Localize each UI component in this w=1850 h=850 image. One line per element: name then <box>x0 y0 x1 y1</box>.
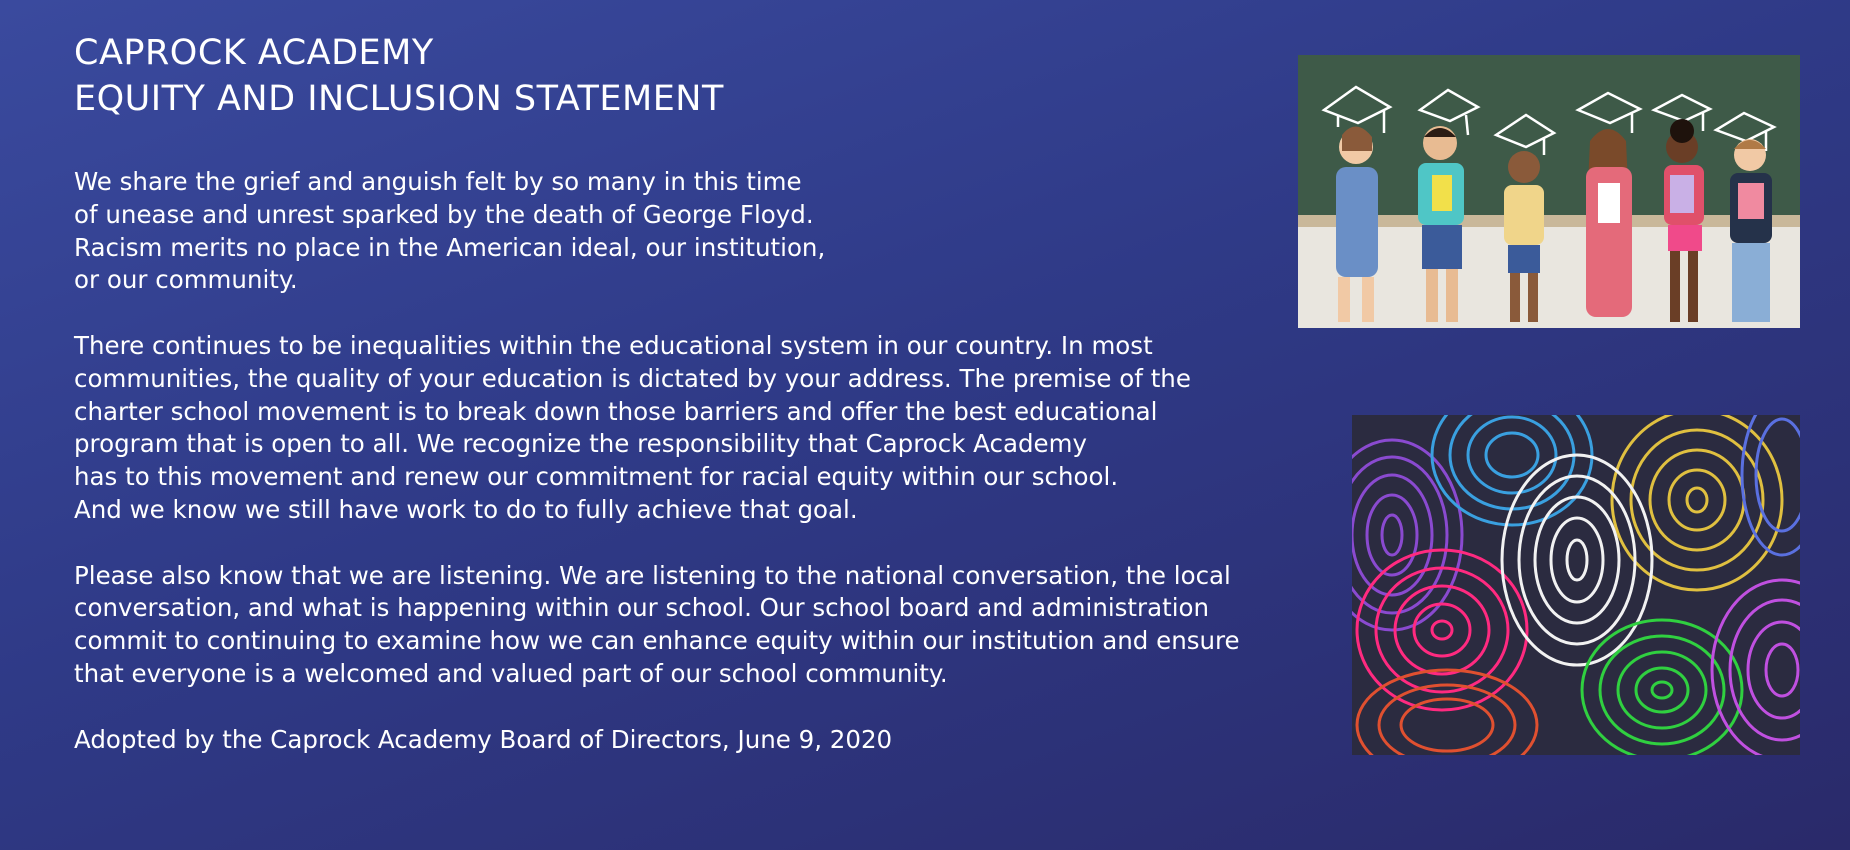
paragraph-grief <box>74 166 1344 297</box>
text-line: commit to continuing to examine how we can enhance equity within our institution and ensure <box>74 626 1240 656</box>
paragraph-inequalities <box>74 330 1344 527</box>
text-line: We share the grief and anguish felt by so many in this time <box>74 167 802 196</box>
title-line-statement: EQUITY AND INCLUSION STATEMENT <box>74 79 724 119</box>
text-line: or our community. <box>74 265 298 295</box>
text-line: And we know we still have work to do to fully achieve that goal. <box>74 494 858 524</box>
text-line: conversation, and what is happening within our school. Our school board and administration <box>74 593 1210 623</box>
text-line: There continues to be inequalities within the educational system in our country. In most <box>74 330 1153 360</box>
text-line: Racism merits no place in the American ideal, our institution, <box>74 232 826 262</box>
text-line: charter school movement is to break down those barriers and offer the best educational <box>74 396 1158 426</box>
colorful-fingerprints-image <box>1352 415 1800 755</box>
title-line-school: CAPROCK ACADEMY <box>74 33 434 73</box>
paragraph-adopted <box>74 724 1344 757</box>
statement-body <box>74 166 1344 789</box>
text-line: program that is open to all. We recognize the responsibility that Caprock Academy <box>74 429 1087 459</box>
adoption-note: Adopted by the Caprock Academy Board of Directors, June 9, 2020 <box>74 724 893 754</box>
text-line: Please also know that we are listening. We are listening to the national conversation, the local <box>74 560 1231 590</box>
fingerprints-illustration <box>1352 415 1800 755</box>
page-title <box>74 30 724 122</box>
text-line: of unease and unrest sparked by the death of George Floyd. <box>74 199 814 229</box>
photo-illustration <box>1298 55 1800 328</box>
text-line: that everyone is a welcomed and valued part of our school community. <box>74 658 948 688</box>
text-line: has to this movement and renew our commitment for racial equity within our school. <box>74 462 1119 492</box>
text-line: communities, the quality of your education is dictated by your address. The premise of the <box>74 363 1191 393</box>
paragraph-listening <box>74 560 1344 691</box>
children-with-graduation-caps-photo <box>1298 55 1800 328</box>
